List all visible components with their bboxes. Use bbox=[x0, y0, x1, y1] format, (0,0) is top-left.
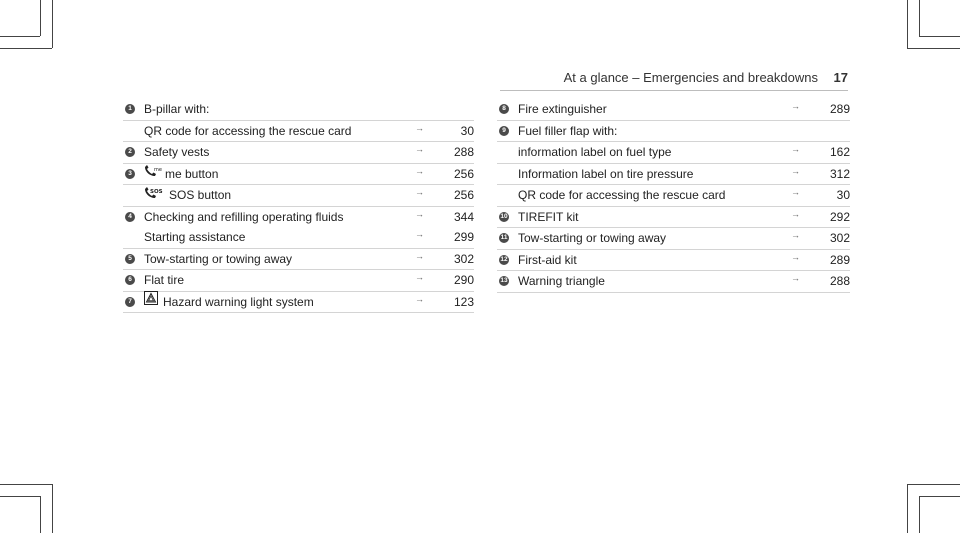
page-reference-arrow: → bbox=[415, 122, 424, 133]
page-reference-arrow: → bbox=[415, 144, 424, 154]
callout-number: 6 bbox=[125, 275, 135, 285]
item-label-text: information label on fuel type bbox=[518, 145, 672, 159]
item-label bbox=[518, 207, 578, 227]
item-label bbox=[144, 270, 184, 290]
callout-number: 13 bbox=[500, 277, 508, 284]
page-number: 17 bbox=[833, 70, 848, 85]
crop-mark-bottom-left-v bbox=[40, 496, 41, 533]
page-reference-arrow: → bbox=[415, 272, 424, 282]
item-label bbox=[518, 99, 607, 119]
sos-icon bbox=[144, 185, 164, 205]
callout-number: 5 bbox=[125, 254, 135, 264]
item-label-text: Information label on tire pressure bbox=[518, 166, 694, 181]
page-reference-arrow: → bbox=[415, 229, 424, 239]
callout-number: 4 bbox=[125, 212, 135, 222]
page-reference[interactable]: 312 bbox=[829, 166, 850, 181]
page-reference-arrow: → bbox=[415, 165, 424, 176]
callout-number: 9 bbox=[499, 126, 509, 136]
item-label-text: Fire extinguisher bbox=[518, 102, 607, 116]
item-label bbox=[518, 142, 671, 162]
callout-number: 7 bbox=[125, 297, 135, 307]
item-label bbox=[144, 249, 292, 269]
crop-mark-top-left-v2 bbox=[40, 0, 41, 36]
item-label-text: B-pillar with: bbox=[144, 102, 210, 116]
item-label-text: Starting assistance bbox=[144, 230, 246, 244]
crop-mark-bottom-right-v bbox=[907, 484, 908, 533]
page-reference[interactable]: 30 bbox=[836, 188, 850, 202]
page-reference-arrow: → bbox=[791, 165, 800, 176]
crop-mark-bottom-left-h bbox=[0, 484, 52, 485]
page-reference[interactable]: 290 bbox=[453, 273, 474, 287]
item-label bbox=[144, 164, 218, 185]
item-label-text: Safety vests bbox=[144, 145, 210, 159]
page-reference[interactable]: 289 bbox=[829, 102, 850, 116]
page-reference-arrow: → bbox=[415, 187, 424, 197]
item-label-text: Tow-starting or towing away bbox=[518, 231, 667, 245]
item-label-text: Flat tire bbox=[144, 273, 185, 287]
crop-mark-bottom-right-h2 bbox=[919, 496, 960, 497]
callout-number: 8 bbox=[499, 104, 509, 114]
item-label-text: SOS button bbox=[169, 188, 232, 202]
item-label-text: QR code for accessing the rescue card bbox=[144, 123, 352, 138]
item-label bbox=[518, 185, 725, 205]
callout-number: 11 bbox=[500, 234, 508, 241]
header-title: At a glance – Emergencies and breakdowns bbox=[563, 70, 818, 85]
crop-mark-top-left-v bbox=[52, 0, 53, 48]
list-item bbox=[497, 99, 850, 121]
crop-mark-top-right-v2 bbox=[919, 0, 920, 36]
item-label bbox=[144, 292, 314, 313]
page-reference[interactable]: 344 bbox=[453, 209, 474, 224]
page-reference[interactable]: 289 bbox=[829, 252, 850, 267]
page-reference-arrow: → bbox=[415, 208, 424, 219]
item-label bbox=[144, 227, 245, 247]
list-item bbox=[497, 271, 850, 293]
crop-mark-top-right-h2 bbox=[907, 48, 960, 49]
page-reference-arrow: → bbox=[791, 230, 800, 240]
item-label bbox=[518, 228, 666, 248]
item-label bbox=[518, 271, 605, 291]
item-label bbox=[144, 121, 351, 141]
crop-mark-bottom-left-v2 bbox=[52, 484, 53, 533]
item-label-text: Hazard warning light system bbox=[163, 294, 314, 309]
crop-mark-top-right-v bbox=[907, 0, 908, 48]
page-reference[interactable]: 256 bbox=[453, 188, 474, 202]
page-reference[interactable]: 302 bbox=[829, 231, 850, 245]
page-reference[interactable]: 288 bbox=[829, 274, 850, 288]
page-reference[interactable]: 30 bbox=[460, 123, 474, 138]
svg-text:me: me bbox=[154, 167, 162, 174]
callout-number: 3 bbox=[125, 169, 135, 179]
page-reference-arrow: → bbox=[791, 273, 800, 283]
item-label-text: First-aid kit bbox=[518, 252, 577, 267]
page-reference[interactable]: 299 bbox=[453, 230, 474, 244]
crop-mark-top-left-h bbox=[0, 36, 40, 37]
callout-number: 12 bbox=[500, 255, 508, 263]
item-label-text: Tow-starting or towing away bbox=[144, 251, 293, 266]
item-label bbox=[144, 142, 209, 162]
item-label-text: Fuel filler flap with: bbox=[518, 123, 618, 138]
item-label-text: TIREFIT kit bbox=[518, 209, 579, 224]
item-label bbox=[518, 250, 577, 270]
page-reference[interactable]: 288 bbox=[453, 145, 474, 159]
page-reference-arrow: → bbox=[791, 187, 800, 197]
page-reference-arrow: → bbox=[415, 250, 424, 261]
callout-number: 2 bbox=[125, 147, 135, 157]
me-call-icon bbox=[144, 163, 160, 183]
item-label-text: Checking and refilling operating fluids bbox=[144, 209, 344, 224]
item-label bbox=[144, 207, 343, 227]
crop-mark-bottom-right-h bbox=[907, 484, 960, 485]
list-item bbox=[123, 292, 474, 314]
page-reference[interactable]: 123 bbox=[453, 294, 474, 309]
crop-mark-top-right-h bbox=[919, 36, 960, 37]
item-label bbox=[518, 164, 693, 184]
crop-mark-bottom-right-v2 bbox=[919, 496, 920, 533]
item-label bbox=[144, 185, 231, 206]
crop-mark-bottom-left-h2 bbox=[0, 496, 40, 497]
svg-text:SOS: SOS bbox=[150, 188, 163, 195]
page-reference-arrow: → bbox=[791, 101, 800, 111]
page-reference[interactable]: 292 bbox=[829, 209, 850, 224]
page-reference[interactable]: 256 bbox=[453, 166, 474, 181]
hazard-warning-icon bbox=[144, 291, 158, 311]
callout-number: 1 bbox=[125, 104, 135, 114]
header-rule bbox=[500, 90, 848, 91]
crop-mark-top-left-h2 bbox=[0, 48, 52, 49]
page-reference-arrow: → bbox=[791, 251, 800, 262]
page-reference-arrow: → bbox=[791, 144, 800, 154]
left-item-list bbox=[123, 99, 474, 313]
item-label bbox=[144, 99, 209, 119]
item-label-text: me button bbox=[165, 166, 219, 181]
page-reference[interactable]: 302 bbox=[453, 251, 474, 266]
right-item-list bbox=[497, 99, 850, 293]
page-reference-arrow: → bbox=[791, 208, 800, 219]
page-reference-arrow: → bbox=[415, 293, 424, 304]
item-label-text: QR code for accessing the rescue card bbox=[518, 188, 726, 202]
callout-number: 10 bbox=[500, 212, 508, 220]
page-reference[interactable]: 162 bbox=[829, 145, 850, 159]
item-label-text: Warning triangle bbox=[518, 274, 605, 288]
item-label bbox=[518, 121, 617, 141]
